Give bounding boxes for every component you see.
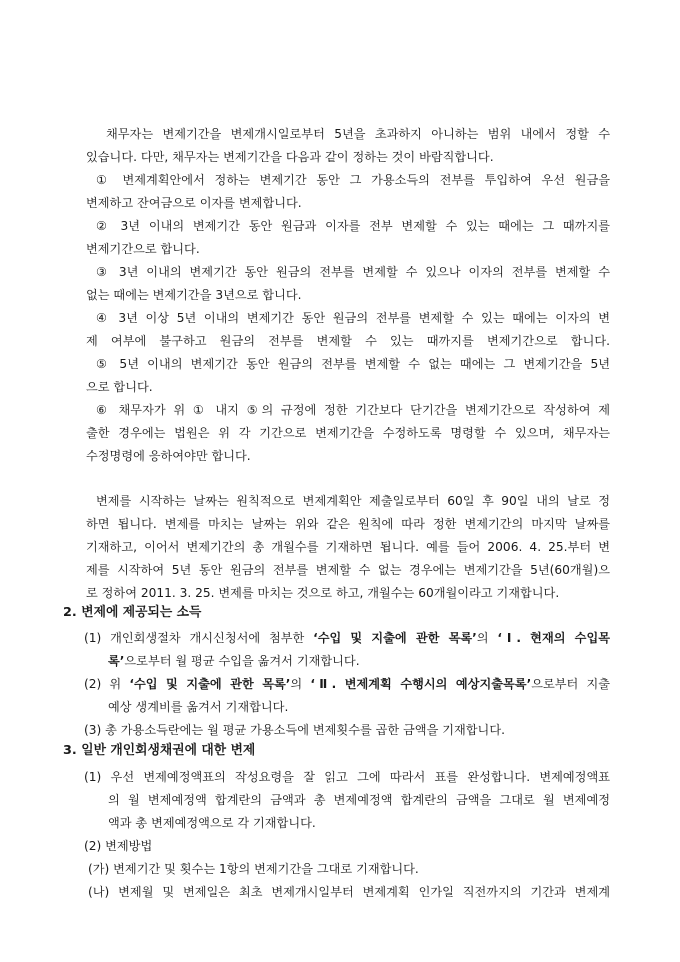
item6-line-2: 출한 경우에는 법원은 위 각 기간으로 변제기간을 수정하도록 명령할 수 있으며, 채무자는 [86, 426, 610, 440]
section-2-item-1-line-1 [84, 630, 610, 646]
item1-line-1: ① 변제계획안에서 정하는 변제기간 동안 그 가용소득의 전부를 투입하여 우선 원금을 [96, 173, 610, 187]
s2i2-bold-b: ‘수입 및 지출에 관한 목록’ [129, 677, 291, 691]
section-3-heading: 3. 일반 개인회생채권에 대한 변제 [63, 743, 256, 758]
item1-line-2: 변제하고 잔여금으로 이자를 변제합니다. [86, 196, 302, 210]
s2i1-bold-d: ‘Ⅰ. 현재의 수입목 [497, 631, 610, 645]
item4-line-1: ④ 3년 이상 5년 이내의 변제기간 동안 원금의 전부를 변제할 수 있는 때에는 이자의 변 [96, 311, 610, 325]
item3-line-1: ③ 3년 이내의 변제기간 동안 원금의 전부를 변제할 수 있으나 이자의 전부를 변제할 수 [96, 265, 610, 279]
section-2-item-1-line-2 [108, 653, 610, 669]
s2i1-bold-e: 록’ [108, 654, 125, 668]
start-end-line-4: 제를 시작하여 5년 동안 원금의 전부를 변제할 수 없는 경우에는 변제기간을 5년(60개월)으 [86, 563, 610, 577]
section-2-item-3: (3) 총 가용소득란에는 월 평균 가용소득에 변제횟수를 곱한 금액을 기재합니다. [84, 723, 505, 737]
start-end-line-3: 기재하고, 이어서 변제기간의 총 개월수를 기재하면 됩니다. 예를 들어 2006. 4. 25.부터 변 [86, 540, 610, 554]
item2-line-1: ② 3년 이내의 변제기간 동안 원금과 이자를 전부 변제할 수 있는 때에는 그 때까지를 [96, 219, 610, 233]
item6-line-1: ⑥ 채무자가 위 ① 내지 ⑤의 규정에 정한 기간보다 단기간을 변제기간으로 작성하여 제 [96, 403, 610, 417]
s2i1-text-c: 의 [476, 631, 498, 645]
section-3-item-1-line-3: 액과 총 변제예정액으로 각 기재합니다. [108, 816, 316, 830]
s2i2-text-a: (2) 위 [84, 677, 130, 691]
item3-line-2: 없는 때에는 변제기간을 3년으로 합니다. [86, 288, 302, 302]
intro-line-2: 있습니다. 다만, 채무자는 변제기간을 다음과 같이 정하는 것이 바람직합니다. [86, 150, 494, 164]
section-3-sub-ga: (가) 변제기간 및 횟수는 1항의 변제기간을 그대로 기재합니다. [88, 862, 419, 876]
section-3-item-1-line-1: (1) 우선 변제예정액표의 작성요령을 잘 읽고 그에 따라서 표를 완성합니다. 변제예정액표 [84, 770, 610, 784]
intro-line-1: 채무자는 변제기간을 변제개시일로부터 5년을 초과하지 아니하는 범위 내에서 정할 수 [106, 127, 610, 141]
start-end-line-5: 로 정하여 2011. 3. 25. 변제를 마치는 것으로 하고, 개월수는 60개월이라고 기재합니다. [86, 586, 560, 600]
item2-line-2: 변제기간으로 합니다. [86, 242, 200, 256]
start-end-line-2: 하면 됩니다. 변제를 마치는 날짜는 위와 같은 원칙에 따라 정한 변제기간의 마지막 날짜를 [86, 517, 610, 531]
start-end-line-1: 변제를 시작하는 날짜는 원칙적으로 변제계획안 제출일로부터 60일 후 90일 내의 날로 정 [96, 494, 610, 508]
section-3-item-2: (2) 변제방법 [84, 839, 153, 853]
section-3-sub-na: (나) 변제월 및 변제일은 최초 변제개시일부터 변제계획 인가일 직전까지의 기간과 변제계 [88, 885, 610, 899]
s2i2-text-e: 으로부터 지출 [531, 677, 611, 691]
item5-line-1: ⑤ 5년 이내의 변제기간 동안 원금의 전부를 변제할 수 없는 때에는 그 변제기간을 5년 [96, 357, 610, 371]
item5-line-2: 으로 합니다. [86, 380, 153, 394]
item4-line-2: 제 여부에 불구하고 원금의 전부를 변제할 수 있는 때까지를 변제기간으로 합니다. [86, 334, 610, 348]
section-2-item-2-line-2: 예상 생계비를 옮겨서 기재합니다. [108, 700, 289, 714]
s2i1-text-a: (1) 개인회생절차 개시신청서에 첨부한 [84, 631, 314, 645]
s2i2-bold-d: ‘Ⅱ. 변제계획 수행시의 예상지출목록’ [310, 677, 532, 691]
section-2-item-2-line-1 [84, 676, 610, 692]
section-3-item-1-line-2: 의 월 변제예정액 합계란의 금액과 총 변제예정액 합계란의 금액을 그대로 월 변제예정 [108, 793, 610, 807]
s2i1-bold-b: ‘수입 및 지출에 관한 목록’ [313, 631, 477, 645]
section-2-heading: 2. 변제에 제공되는 소득 [63, 605, 202, 620]
s2i1-text-f: 으로부터 월 평균 수입을 옮겨서 기재합니다. [124, 654, 360, 668]
item6-line-3: 수정명령에 응하여야만 합니다. [86, 449, 251, 463]
s2i2-text-c: 의 [290, 677, 311, 691]
